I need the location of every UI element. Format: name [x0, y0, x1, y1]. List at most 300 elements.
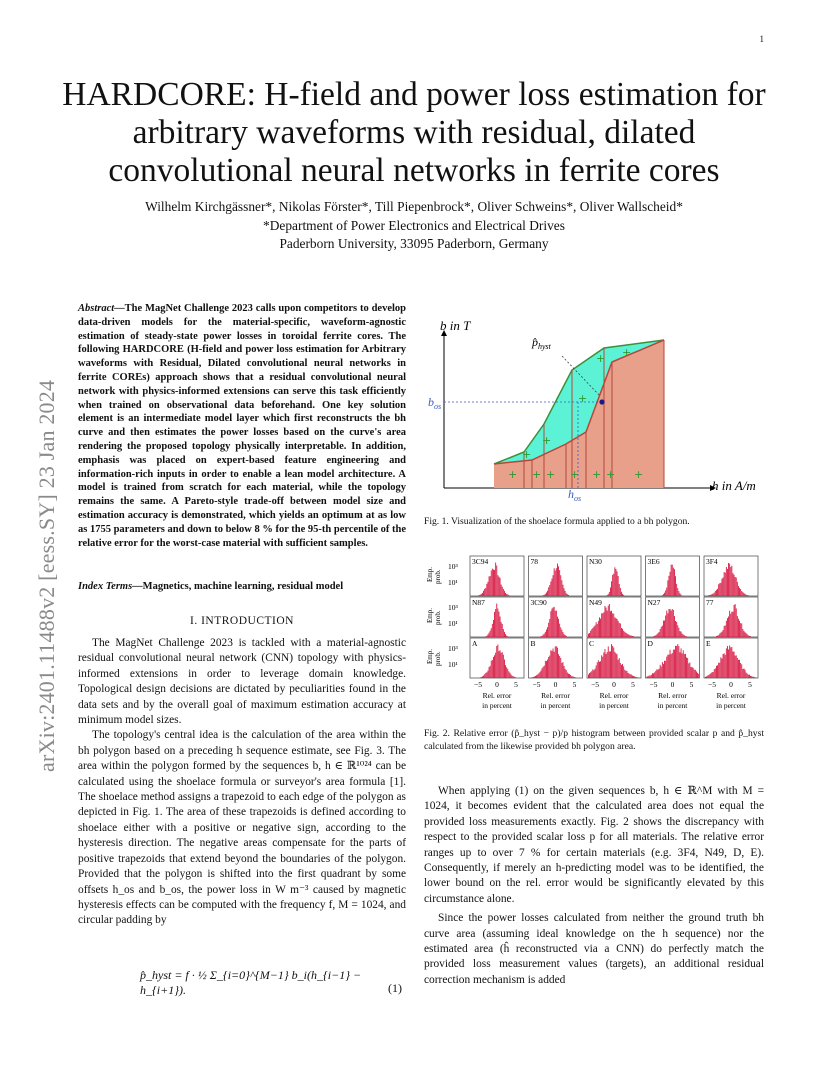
- histogram-bar: [534, 676, 535, 678]
- histogram-bar: [633, 636, 634, 637]
- histogram-bar: [556, 646, 557, 678]
- ylabel-prob: prob.: [434, 569, 442, 584]
- histogram-bar: [504, 660, 505, 678]
- histogram-bar: [559, 624, 560, 637]
- equation: [140, 968, 406, 998]
- histogram-bar: [480, 595, 481, 596]
- histogram-bar: [590, 631, 591, 637]
- histogram-bar: [744, 668, 745, 678]
- histogram-bar: [716, 636, 717, 637]
- histogram-bar: [510, 673, 511, 678]
- histogram-bar: [653, 636, 654, 637]
- svg-text:+: +: [570, 468, 580, 481]
- histogram-bar: [539, 672, 540, 678]
- histogram-bar: [608, 646, 609, 678]
- histogram-bar: [653, 673, 654, 678]
- histogram-bar: [720, 583, 721, 596]
- histogram-bar: [607, 611, 608, 637]
- histogram-bar: [706, 676, 707, 678]
- histogram-bar: [734, 575, 735, 596]
- histogram-bar: [676, 646, 677, 678]
- histogram-bar: [665, 616, 666, 637]
- ytick-bottom: 10¹: [448, 619, 458, 628]
- histogram-bar: [606, 654, 607, 678]
- histogram-bar: [543, 595, 544, 596]
- histogram-bar: [708, 675, 709, 678]
- histogram-bar: [677, 644, 678, 678]
- histogram-bar: [662, 662, 663, 678]
- svg-text:+: +: [508, 468, 518, 481]
- equation-text: p̂_hyst = f · ½ Σ_{i=0}^{M−1} b_i(h_{i−1} − h_{i+1}).: [140, 968, 362, 997]
- xtick-label: 0: [670, 680, 675, 689]
- histogram-bar: [722, 658, 723, 678]
- histogram-bar: [592, 669, 593, 678]
- histogram-bar: [558, 566, 559, 596]
- panel-label: N27: [647, 598, 661, 607]
- paragraph: Since the power losses calculated from neither the ground truth bh curve area (assuming ideal knowledge on the h sequence) nor the estimated area (ĥ reconstructed via a CNN) do perfectly match the provided loss measurement values (targets), an additional residual correction mechanism is added: [424, 912, 764, 986]
- histogram-bar: [636, 677, 637, 678]
- histogram-bar: [560, 575, 561, 596]
- histogram-bar: [725, 625, 726, 637]
- histogram-bar: [619, 658, 620, 678]
- histogram-bar: [614, 567, 615, 596]
- histogram-bar: [696, 671, 697, 678]
- histogram-bar: [613, 614, 614, 637]
- histogram-bar: [489, 576, 490, 596]
- histogram-bar: [601, 655, 602, 678]
- histogram-bar: [538, 673, 539, 678]
- histogram-bar: [632, 676, 633, 678]
- histogram-bar: [568, 595, 569, 596]
- histogram-bar: [698, 674, 699, 678]
- paragraph: The MagNet Challenge 2023 is tackled with a material-agnostic residual convolutional neural network (CNN) topology with physics-informed extensions in order to leverage domain knowledge. Topological design decisions are dictated by peculiarities found in the data sets and by the overall goal of maximum estimation accuracy at minimum model sizes.: [78, 637, 406, 727]
- histogram-bar: [622, 664, 623, 678]
- histogram-bar: [613, 647, 614, 678]
- histogram-bar: [686, 657, 687, 678]
- histogram-bar: [594, 670, 595, 678]
- histogram-bar: [620, 588, 621, 596]
- histogram-bar: [614, 617, 615, 637]
- histogram-bar: [722, 579, 723, 596]
- histogram-bar: [625, 633, 626, 637]
- abstract: [78, 302, 406, 550]
- histogram-bar: [678, 628, 679, 637]
- histogram-bar: [556, 568, 557, 596]
- histogram-bar: [737, 582, 738, 596]
- histogram-bar: [693, 668, 694, 678]
- histogram-bar: [683, 650, 684, 678]
- histogram-bar: [588, 674, 589, 678]
- ylabel-emp: Emp.: [426, 649, 434, 664]
- histogram-bar: [688, 663, 689, 678]
- histogram-bar: [494, 655, 495, 678]
- histogram-bar: [685, 636, 686, 637]
- histogram-bar: [511, 674, 512, 678]
- histogram-bar: [716, 590, 717, 596]
- histogram-bar: [569, 674, 570, 678]
- histogram-bar: [560, 627, 561, 637]
- histogram-bar: [726, 648, 727, 678]
- histogram-bar: [489, 667, 490, 678]
- histogram-bar: [600, 661, 601, 678]
- histogram-bar: [488, 582, 489, 596]
- histogram-bar: [745, 670, 746, 678]
- histogram-bar: [669, 576, 670, 596]
- histogram-bar: [749, 675, 750, 678]
- histogram-bar: [680, 631, 681, 637]
- histogram-bar: [488, 634, 489, 637]
- histogram-bar: [563, 585, 564, 596]
- histogram-bar: [715, 668, 716, 678]
- histogram-bar: [554, 607, 555, 637]
- histogram-bar: [556, 611, 557, 637]
- histogram-bar: [542, 636, 543, 637]
- histogram-bar: [673, 610, 674, 637]
- histogram-bar: [508, 595, 509, 596]
- histogram-bar: [612, 575, 613, 596]
- histogram-bar: [568, 674, 569, 678]
- histogram-bar: [591, 629, 592, 637]
- histogram-bar: [648, 676, 649, 678]
- histogram-bar: [682, 653, 683, 678]
- histogram-bar: [623, 631, 624, 637]
- x-axis-label: h in A/m: [712, 478, 756, 493]
- histogram-bar: [548, 657, 549, 678]
- histogram-bar: [681, 632, 682, 637]
- histogram-bar: [491, 628, 492, 637]
- histogram-bar: [515, 677, 516, 678]
- histogram-bar: [495, 653, 496, 678]
- histogram-bar: [740, 623, 741, 637]
- histogram-bar: [549, 619, 550, 637]
- arxiv-stamp-text: arXiv:2401.11488v2 [eess.SY] 23 Jan 2024: [34, 379, 59, 772]
- xtick-label: 5: [572, 680, 577, 689]
- panel-label: 77: [706, 598, 714, 607]
- histogram-bar: [492, 624, 493, 637]
- histogram-bar: [735, 604, 736, 637]
- histogram-bar: [624, 670, 625, 678]
- histogram-bar: [555, 646, 556, 678]
- histogram-bar: [663, 594, 664, 596]
- histogram-bar: [499, 612, 500, 637]
- histogram-bar: [719, 663, 720, 678]
- histogram-bar: [481, 594, 482, 596]
- histogram-bar: [664, 661, 665, 678]
- histogram-bar: [552, 579, 553, 596]
- histogram-bar: [500, 578, 501, 596]
- histogram-bar: [718, 635, 719, 637]
- index-terms-label: Index Terms: [78, 581, 133, 592]
- arxiv-stamp: [12, 286, 59, 772]
- histogram-bar: [567, 672, 568, 678]
- histogram-bar: [565, 669, 566, 678]
- histogram-bar: [600, 619, 601, 637]
- histogram-bar: [504, 591, 505, 596]
- histogram-bar: [681, 648, 682, 678]
- histogram-bar: [662, 595, 663, 596]
- xlabel-line2: in percent: [716, 701, 746, 710]
- histogram-bar: [649, 676, 650, 678]
- histogram-bar: [488, 671, 489, 678]
- histogram-bar: [617, 619, 618, 637]
- figure-1-shoelace: [424, 312, 764, 508]
- histogram-bar: [589, 673, 590, 678]
- xtick-label: −5: [532, 680, 541, 689]
- histogram-bar: [666, 611, 667, 637]
- histogram-bar: [485, 588, 486, 596]
- abstract-text: —The MagNet Challenge 2023 calls upon competitors to develop data-driven models for the material-specific, waveform-agnostic estimation of steady-state power losses in toroidal ferrite cores. The following HARDCORE (H-field and power loss estimation for Arbitrary waveforms with Residual, Dilated convolutional neural networks in ferrite COREs) approach shows that a residual convolutional neural network with physics-informed extensions can serve this task efficiently when trained on observational data beforehand. One key solution element is an intermediate model layer which first reconstructs the bh curve and then estimates the power losses based on the curve's area rendering the proposed topology physically interpretable. In addition, emphasis was placed on expert-based feature engineering and information-rich inputs in order to enable a lean model architecture. A model is trained from scratch for each material, while the topology remains the same. A Pareto-style trade-off between model size and estimation accuracy is demonstrated, which yields an optimum at as low as 1755 parameters and down to below 8 % for the 95-th percentile of the relative error for the worst-case material with sufficient samples.: [78, 303, 406, 549]
- histogram-bar: [625, 671, 626, 678]
- histogram-bar: [661, 666, 662, 678]
- svg-text:+: +: [578, 392, 588, 405]
- xtick-label: 5: [748, 680, 752, 689]
- histogram-bar: [669, 609, 670, 637]
- histogram-bar: [561, 630, 562, 637]
- histogram-bar: [737, 658, 738, 678]
- histogram-bar: [503, 655, 504, 678]
- histogram-bar: [627, 633, 628, 637]
- xtick-label: 5: [631, 680, 635, 689]
- histogram-bar: [638, 677, 639, 678]
- xlabel-line1: Rel. error: [599, 691, 629, 700]
- histogram-bar: [616, 569, 617, 596]
- histogram-bar: [572, 676, 573, 678]
- histogram-bar: [711, 673, 712, 678]
- histogram-bar: [616, 653, 617, 678]
- histogram-bar: [495, 563, 496, 596]
- histogram-bar: [676, 622, 677, 637]
- histogram-bar: [731, 647, 732, 678]
- histogram-bar: [635, 677, 636, 678]
- histogram-bar: [493, 569, 494, 596]
- panel-label: 3F4: [706, 557, 718, 566]
- histogram-bar: [748, 595, 749, 596]
- histogram-bar: [575, 677, 576, 678]
- histogram-bar: [736, 608, 737, 637]
- paragraph: The topology's central idea is the calculation of the area within the bh polygon based on a preceding h sequence estimate, see Fig. 3. The area within the polygon formed by the sequences b, h ∈ ℝ¹⁰²⁴ can be calculated using the shoelace formula or surveyor's area formula [1]. The shoelace method assigns a trapezoid to each edge of the polygon as depicted in Fig. 1. The area of these trapezoids is defined according to shoelace either with a positive or negative sign, according to the hysteresis direction. The negative areas compensate for the parts of positive trapezoids that extend beyond the boundaries of the polygon. Provided that the polygon is shifted into the first quadrant by some offsets h_os and b_os, the power loss in W m⁻³ caused by magnetic hysteresis effects can be computed with the frequency f, M = 1024, and circular padding by: [78, 729, 406, 927]
- histogram-bar: [741, 623, 742, 637]
- histogram-bar: [547, 591, 548, 596]
- histogram-bar: [713, 672, 714, 678]
- histogram-bar: [719, 583, 720, 596]
- histogram-bar: [499, 577, 500, 596]
- histogram-bar: [711, 595, 712, 596]
- paragraph: When applying (1) on the given sequences b, h ∈ ℝ^M with M = 1024, it becomes evident that the calculated area does not equal the provided loss measurements exactly. Fig. 2 shows the discrepancy with respect to the provided scalar loss p for all materials. The relative error ranges up to over 7 % for certain materials (e.g. 3F4, N49, D, E). Consequently, if merely an h-predicting model was to be identified, the lower bound on the rel. error would be significantly elevated by this circumstance alone.: [424, 785, 764, 905]
- histogram-bar: [564, 666, 565, 678]
- histogram-bar: [558, 654, 559, 678]
- histogram-bar: [629, 635, 630, 637]
- histogram-bar: [747, 634, 748, 637]
- histogram-bar: [503, 589, 504, 596]
- histogram-bar: [708, 595, 709, 596]
- histogram-bar: [608, 594, 609, 596]
- histogram-bar: [725, 573, 726, 596]
- histogram-bar: [597, 662, 598, 678]
- histogram-bar: [492, 660, 493, 678]
- histogram-bar: [555, 611, 556, 637]
- histogram-bar: [713, 593, 714, 596]
- histogram-bar: [629, 674, 630, 678]
- histogram-bar: [720, 633, 721, 637]
- histogram-bar: [481, 677, 482, 678]
- index-terms-text: —Magnetics, machine learning, residual model: [132, 581, 344, 592]
- histogram-bar: [490, 631, 491, 637]
- histogram-bar: [550, 582, 551, 596]
- histogram-bar: [733, 573, 734, 596]
- histogram-bar: [566, 670, 567, 678]
- histogram-bar: [725, 655, 726, 678]
- histogram-bar: [561, 663, 562, 678]
- histogram-bar: [730, 567, 731, 596]
- histogram-bar: [606, 608, 607, 637]
- ylabel-emp: Emp.: [426, 567, 434, 582]
- histogram-bar: [647, 676, 648, 678]
- abstract-label: Abstract: [78, 303, 115, 314]
- histogram-bar: [748, 635, 749, 637]
- histogram-bar: [513, 676, 514, 678]
- histogram-bar: [623, 666, 624, 678]
- histogram-bar: [746, 595, 747, 596]
- xlabel-line1: Rel. error: [716, 691, 746, 700]
- histogram-bar: [655, 635, 656, 637]
- histogram-bar: [741, 591, 742, 596]
- xtick-label: 5: [514, 680, 518, 689]
- histogram-bar: [557, 648, 558, 678]
- histogram-bar: [558, 619, 559, 637]
- histogram-bar: [620, 663, 621, 678]
- histogram-bar: [491, 661, 492, 678]
- histogram-bar: [715, 591, 716, 596]
- histogram-bar: [672, 565, 673, 596]
- histogram-bar: [549, 585, 550, 596]
- histogram-bar: [508, 671, 509, 678]
- histogram-bar: [486, 636, 487, 637]
- histogram-bar: [744, 631, 745, 637]
- histogram-bar: [736, 578, 737, 596]
- histogram-bar: [728, 563, 729, 596]
- histogram-bar: [672, 653, 673, 678]
- histogram-bar: [505, 665, 506, 678]
- histogram-bar: [590, 672, 591, 678]
- histogram-bar: [500, 617, 501, 637]
- histogram-bar: [695, 670, 696, 678]
- histogram-bar: [621, 592, 622, 596]
- panel-label: 78: [530, 557, 538, 566]
- histogram-bar: [718, 663, 719, 678]
- histogram-bar: [502, 587, 503, 596]
- histogram-bar: [493, 620, 494, 637]
- histogram-bar: [712, 672, 713, 678]
- histogram-bar: [607, 595, 608, 596]
- histogram-bar: [716, 666, 717, 678]
- histogram-bar: [594, 627, 595, 637]
- histogram-bar: [490, 666, 491, 678]
- histogram-bar: [739, 621, 740, 637]
- histogram-bar: [557, 617, 558, 637]
- figure-2-caption: Fig. 2. Relative error (p̂_hyst − p)/p histogram between provided scalar p and p̂_hyst calculated from the likewise provided bh polygon area.: [424, 728, 764, 752]
- histogram-bar: [692, 667, 693, 678]
- histogram-bar: [605, 606, 606, 637]
- histogram-bar: [671, 611, 672, 637]
- histogram-bar: [595, 625, 596, 637]
- histogram-bar: [482, 593, 483, 596]
- histogram-bar: [560, 658, 561, 678]
- histogram-bar: [627, 671, 628, 678]
- histogram-bar: [665, 590, 666, 596]
- xtick-label: −5: [649, 680, 658, 689]
- histogram-bar: [618, 660, 619, 678]
- author-block: [40, 198, 788, 254]
- histogram-bar: [673, 568, 674, 596]
- histogram-bar: [671, 565, 672, 596]
- histogram-bar: [501, 585, 502, 596]
- ytick-top: 10³: [448, 603, 458, 612]
- histogram-bar: [611, 644, 612, 678]
- histogram-bar: [612, 646, 613, 678]
- histogram-bar: [680, 652, 681, 678]
- histogram-bar: [605, 649, 606, 678]
- histogram-bar: [545, 594, 546, 596]
- histogram-bar: [727, 646, 728, 678]
- histogram-bar: [533, 677, 534, 678]
- svg-text:+: +: [596, 352, 606, 365]
- histogram-bar: [485, 673, 486, 678]
- histogram-bar: [674, 616, 675, 637]
- panel-label: N30: [589, 557, 602, 566]
- histogram-bar: [666, 657, 667, 678]
- histogram-bar: [603, 652, 604, 678]
- histogram-bar: [724, 626, 725, 637]
- xtick-label: −5: [474, 680, 482, 689]
- svg-text:+: +: [532, 468, 542, 481]
- histogram-bar: [617, 654, 618, 678]
- histogram-bar: [731, 612, 732, 637]
- histogram-bar: [624, 632, 625, 637]
- histogram-bar: [728, 649, 729, 678]
- histogram-bar: [613, 574, 614, 596]
- histogram-bar: [677, 625, 678, 637]
- histogram-bar: [561, 580, 562, 596]
- histogram-bar: [684, 635, 685, 637]
- histogram-bar: [661, 627, 662, 637]
- panel-label: E: [706, 639, 711, 648]
- histogram-bar: [714, 593, 715, 596]
- histogram-bar: [738, 619, 739, 637]
- histogram-bar: [717, 665, 718, 678]
- xlabel-line1: Rel. error: [482, 691, 512, 700]
- figure-1-caption: Fig. 1. Visualization of the shoelace formula applied to a bh polygon.: [424, 516, 690, 527]
- histogram-bar: [667, 580, 668, 596]
- ytick-top: 10³: [448, 562, 458, 571]
- histogram-bar: [740, 663, 741, 678]
- panel-label: N49: [589, 598, 602, 607]
- histogram-bar: [663, 621, 664, 637]
- histogram-bar: [674, 569, 675, 596]
- histogram-bar: [541, 671, 542, 678]
- histogram-bar: [724, 653, 725, 678]
- histogram-bar: [501, 653, 502, 678]
- left-column-body: [78, 636, 406, 929]
- histogram-bar: [610, 651, 611, 678]
- histogram-bar: [552, 651, 553, 678]
- histogram-bar: [505, 634, 506, 637]
- histogram-bar: [484, 589, 485, 596]
- histogram-bar: [748, 675, 749, 678]
- ylabel-prob: prob.: [434, 651, 442, 666]
- histogram-bar: [684, 654, 685, 678]
- histogram-bar: [563, 632, 564, 637]
- histogram-bar: [554, 568, 555, 596]
